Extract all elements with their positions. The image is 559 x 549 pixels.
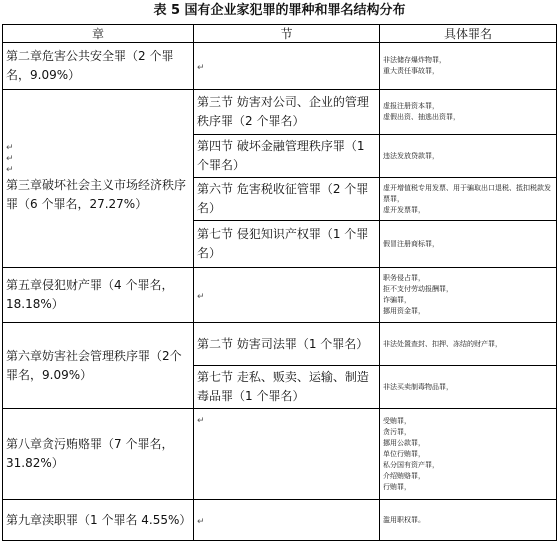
table-title: 表 5 国有企业家犯罪的罪种和罪名结构分布 xyxy=(153,3,406,18)
charges-cell xyxy=(380,221,557,268)
paragraph-mark: ↵ xyxy=(197,62,205,73)
section-label: 第七节 走私、贩卖、运输、制造毒品罪（1 个罪名） xyxy=(197,370,369,403)
paragraph-mark: ↵ xyxy=(6,154,14,164)
section-cell xyxy=(194,43,380,90)
section-cell xyxy=(194,268,380,323)
charge-item: 滥用职权罪。 xyxy=(383,515,425,524)
charge-item: 贪污罪， xyxy=(383,427,411,436)
charge-item: 私分国有资产罪， xyxy=(383,460,439,469)
section-cell xyxy=(194,366,380,409)
header-charges: 具体罪名 xyxy=(380,25,557,43)
crime-structure-table xyxy=(2,24,557,541)
paragraph-mark: ↵ xyxy=(197,516,205,527)
paragraph-mark: ↵ xyxy=(6,143,14,153)
charge-item: 受贿罪， xyxy=(383,416,411,425)
charges-cell xyxy=(380,409,557,500)
chapter-label: 第九章渎职罪（1 个罪名 4.55%） xyxy=(6,512,192,527)
section-cell xyxy=(194,135,380,178)
chapter-cell xyxy=(3,500,194,541)
chapter-cell xyxy=(3,409,194,500)
charge-item: 挪用公款罪， xyxy=(383,438,425,447)
paragraph-mark: ↵ xyxy=(197,416,205,426)
section-cell xyxy=(194,409,380,500)
section-cell xyxy=(194,90,380,135)
chapter-cell xyxy=(3,323,194,409)
section-cell xyxy=(194,221,380,268)
section-cell xyxy=(194,500,380,541)
section-cell xyxy=(194,323,380,366)
header-chapter: 章 xyxy=(3,25,194,43)
charges-cell xyxy=(380,90,557,135)
charge-item: 职务侵占罪， xyxy=(383,274,425,282)
section-label: 第三节 妨害对公司、企业的管理秩序罪（2 个罪名） xyxy=(197,95,369,128)
charges-cell xyxy=(380,366,557,409)
charge-item: 非法储存爆炸物罪， xyxy=(383,56,446,64)
charges-cell xyxy=(380,178,557,221)
chapter-cell xyxy=(3,43,194,90)
charge-item: 虚开发票罪， xyxy=(383,205,425,214)
charge-item: 行贿罪， xyxy=(383,482,411,491)
charge-item: 重大责任事故罪， xyxy=(383,67,439,75)
charge-item: 拒不支付劳动报酬罪， xyxy=(383,285,453,293)
charge-item: 假冒注册商标罪， xyxy=(383,239,439,248)
chapter-label: 第三章破坏社会主义市场经济秩序罪（6 个罪名，27.27%） xyxy=(6,178,187,211)
section-label: 第四节 破坏金融管理秩序罪（1 个罪名） xyxy=(197,139,365,172)
charge-item: 挪用资金罪， xyxy=(383,307,425,315)
charges-cell xyxy=(380,43,557,90)
chapter-cell xyxy=(3,268,194,323)
chapter-cell xyxy=(3,90,194,268)
chapter-label: 第六章妨害社会管理秩序罪（2个罪名，9.09%） xyxy=(6,348,182,382)
paragraph-mark: ↵ xyxy=(197,291,205,302)
charges-cell xyxy=(380,135,557,178)
table-row xyxy=(3,409,557,500)
section-label: 第二节 妨害司法罪（1 个罪名） xyxy=(197,336,369,351)
table-row xyxy=(3,500,557,541)
header-row xyxy=(3,25,557,43)
table-row xyxy=(3,90,557,135)
section-cell xyxy=(194,178,380,221)
chapter-label: 第五章侵犯财产罪（4 个罪名，18.18%） xyxy=(6,278,174,311)
charges-cell xyxy=(380,268,557,323)
charge-item: 介绍贿赂罪， xyxy=(383,471,425,480)
charge-item: 虚假出资、抽逃出资罪， xyxy=(383,113,460,121)
charge-item: 虚开增值税专用发票、用于骗取出口退税、抵扣税款发票罪， xyxy=(383,183,551,203)
chapter-label: 第八章贪污贿赂罪（7 个罪名，31.82%） xyxy=(6,437,174,470)
charges-cell xyxy=(380,323,557,366)
charges-cell xyxy=(380,500,557,541)
table-row xyxy=(3,43,557,90)
charge-item: 诈骗罪， xyxy=(383,296,411,304)
header-section: 节 xyxy=(194,25,380,43)
paragraph-mark: ↵ xyxy=(6,165,14,175)
section-label: 第七节 侵犯知识产权罪（1 个罪名） xyxy=(197,227,369,260)
charge-item: 非法买卖制毒物品罪， xyxy=(383,382,453,391)
charge-item: 非法处置查封、扣押、冻结的财产罪， xyxy=(383,339,502,348)
section-label: 第六节 危害税收征管罪（2 个罪名） xyxy=(197,182,369,215)
table-row xyxy=(3,268,557,323)
charge-item: 违法发放贷款罪， xyxy=(383,151,439,160)
table-row xyxy=(3,323,557,366)
charge-item: 虚报注册资本罪， xyxy=(383,102,439,110)
charge-item: 单位行贿罪， xyxy=(383,449,425,458)
chapter-label: 第二章危害公共安全罪（2 个罪名，9.09%） xyxy=(6,49,174,82)
